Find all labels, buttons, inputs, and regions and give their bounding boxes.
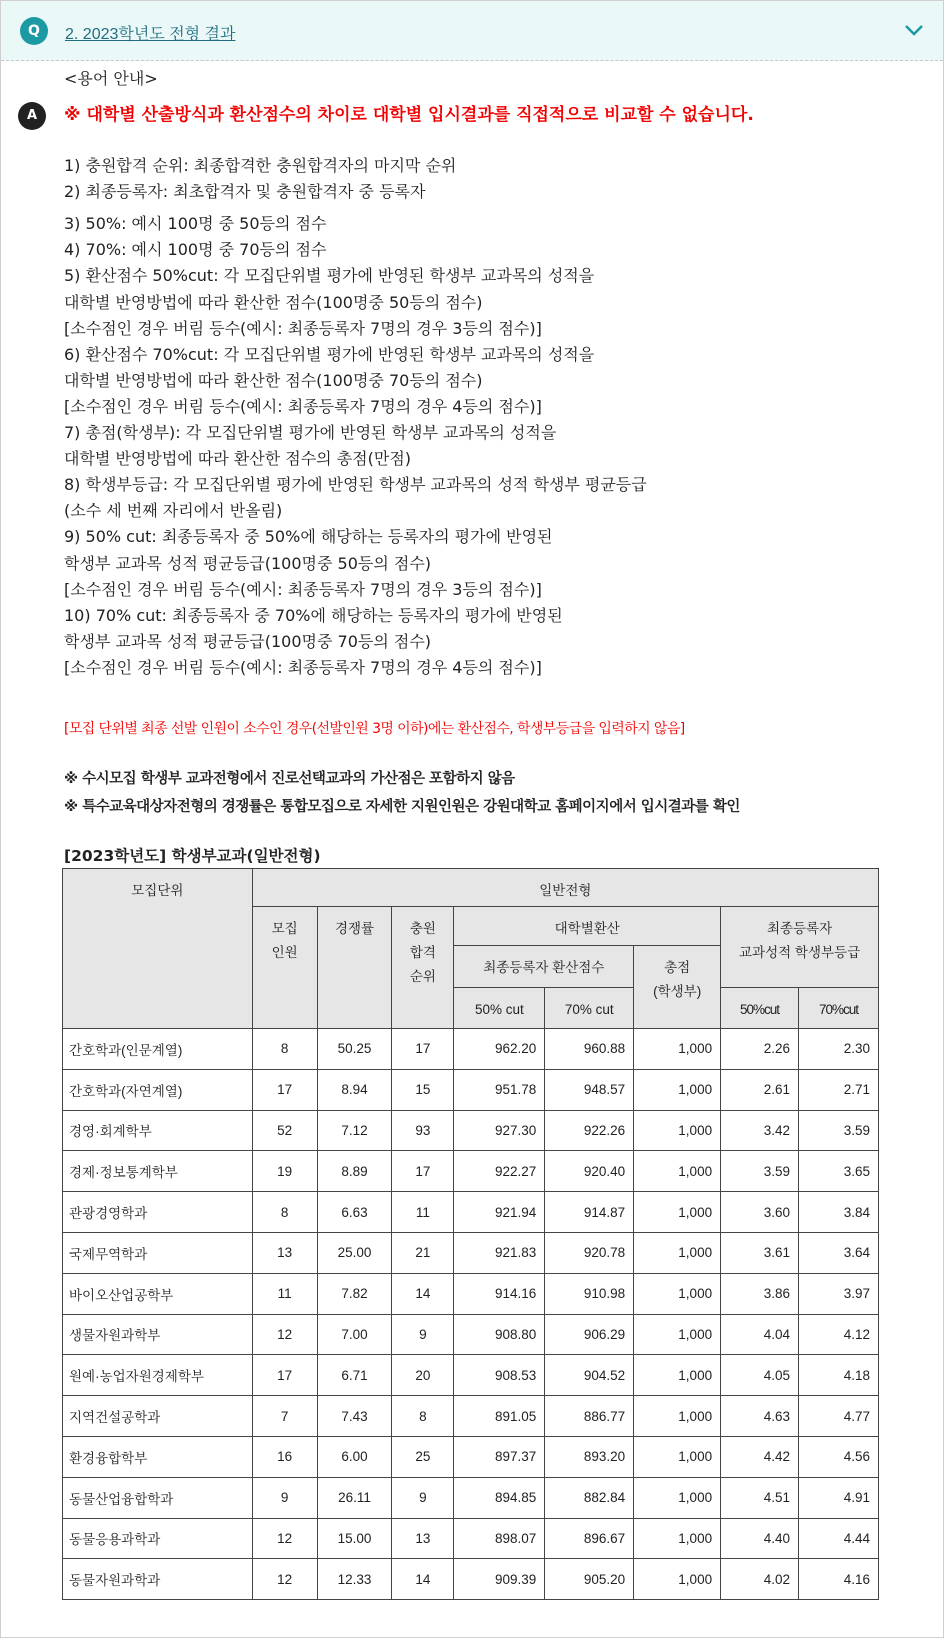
cell: 8.94 xyxy=(317,1069,392,1110)
cell: 3.65 xyxy=(799,1151,879,1192)
cell: 50.25 xyxy=(317,1029,392,1070)
cell: 52 xyxy=(252,1110,317,1151)
header-grade: 최종등록자 교과성적 학생부등급 xyxy=(721,907,879,988)
cell: 3.59 xyxy=(721,1151,799,1192)
header-c70: 70% cut xyxy=(545,988,634,1029)
header-total: 총점 (학생부) xyxy=(634,946,721,1029)
cell: 1,000 xyxy=(634,1192,721,1233)
cell: 1,000 xyxy=(634,1396,721,1437)
cell: 3.61 xyxy=(721,1232,799,1273)
cell: 960.88 xyxy=(545,1029,634,1070)
cell: 1,000 xyxy=(634,1518,721,1559)
header-g70: 70%cut xyxy=(799,988,879,1029)
cell: 16 xyxy=(252,1436,317,1477)
cell: 8 xyxy=(252,1192,317,1233)
cell: 9 xyxy=(392,1477,454,1518)
cell: 17 xyxy=(252,1355,317,1396)
cell: 21 xyxy=(392,1232,454,1273)
header-c50: 50% cut xyxy=(454,988,545,1029)
cell: 3.60 xyxy=(721,1192,799,1233)
cell: 909.39 xyxy=(454,1559,545,1600)
unit-name: 간호학과(자연계열) xyxy=(63,1069,253,1110)
unit-name: 동물자원과학과 xyxy=(63,1559,253,1600)
cell: 3.42 xyxy=(721,1110,799,1151)
header-quota: 모집 인원 xyxy=(252,907,317,1029)
table-row xyxy=(63,1314,879,1355)
cell: 15.00 xyxy=(317,1518,392,1559)
guide-line: [소수점인 경우 버림 등수(예시: 최종등록자 7명의 경우 3등의 점수)] xyxy=(64,318,542,338)
cell: 4.77 xyxy=(799,1396,879,1437)
cell: 9 xyxy=(392,1314,454,1355)
unit-name: 경영·회계학부 xyxy=(63,1110,253,1151)
guide-line: 대학별 반영방법에 따라 환산한 점수(100명중 50등의 점수) xyxy=(64,292,483,312)
guide-line: [소수점인 경우 버림 등수(예시: 최종등록자 7명의 경우 4등의 점수)] xyxy=(64,657,542,677)
unit-name: 바이오산업공학부 xyxy=(63,1273,253,1314)
cell: 1,000 xyxy=(634,1151,721,1192)
cell: 11 xyxy=(252,1273,317,1314)
cell: 908.80 xyxy=(454,1314,545,1355)
cell: 1,000 xyxy=(634,1559,721,1600)
guide-line: 학생부 교과목 성적 평균등급(100명중 70등의 점수) xyxy=(64,631,432,651)
unit-name: 경제·정보통계학부 xyxy=(63,1151,253,1192)
unit-name: 원예·농업자원경제학부 xyxy=(63,1355,253,1396)
cell: 951.78 xyxy=(454,1069,545,1110)
cell: 17 xyxy=(252,1069,317,1110)
unit-name: 관광경영학과 xyxy=(63,1192,253,1233)
guide-line: 4) 70%: 예시 100명 중 70등의 점수 xyxy=(64,240,327,260)
cell: 9 xyxy=(252,1477,317,1518)
cell: 12 xyxy=(252,1518,317,1559)
cell: 897.37 xyxy=(454,1436,545,1477)
cell: 93 xyxy=(392,1110,454,1151)
cell: 13 xyxy=(392,1518,454,1559)
unit-name: 생물자원과학부 xyxy=(63,1314,253,1355)
cell: 4.91 xyxy=(799,1477,879,1518)
cell: 3.97 xyxy=(799,1273,879,1314)
unit-name: 국제무역학과 xyxy=(63,1232,253,1273)
cell: 910.98 xyxy=(545,1273,634,1314)
header-unit: 모집단위 xyxy=(63,869,253,1029)
cell: 3.64 xyxy=(799,1232,879,1273)
cell: 6.63 xyxy=(317,1192,392,1233)
cell: 15 xyxy=(392,1069,454,1110)
table-row xyxy=(63,1355,879,1396)
guide-line: 1) 충원합격 순위: 최종합격한 충원합격자의 마지막 순위 xyxy=(64,156,457,175)
cell: 891.05 xyxy=(454,1396,545,1437)
cell: 921.94 xyxy=(454,1192,545,1233)
cell: 1,000 xyxy=(634,1029,721,1070)
results-table xyxy=(62,868,879,1600)
cell: 962.20 xyxy=(454,1029,545,1070)
cell: 914.16 xyxy=(454,1273,545,1314)
cell: 921.83 xyxy=(454,1232,545,1273)
cell: 14 xyxy=(392,1559,454,1600)
guide-line: 8) 학생부등급: 각 모집단위별 평가에 반영된 학생부 교과목의 성적 학생부 평균등급 xyxy=(64,475,647,495)
cell: 927.30 xyxy=(454,1110,545,1151)
table-row xyxy=(63,1192,879,1233)
guide-line: 대학별 반영방법에 따라 환산한 점수의 총점(만점) xyxy=(64,449,412,469)
warning-text: ※ 대학별 산출방식과 환산점수의 차이로 대학별 입시결과를 직접적으로 비교할 수 없습니다. xyxy=(64,105,754,125)
header-conv: 대학별환산 xyxy=(454,907,721,946)
cell: 2.61 xyxy=(721,1069,799,1110)
cell: 896.67 xyxy=(545,1518,634,1559)
red-note: [모집 단위별 최종 선발 인원이 소수인 경우(선발인원 3명 이하)에는 환산점수, 학생부등급을 입력하지 않음] xyxy=(64,721,685,737)
answer-badge: A xyxy=(18,102,46,130)
cell: 4.18 xyxy=(799,1355,879,1396)
cell: 1,000 xyxy=(634,1355,721,1396)
table-row xyxy=(63,1436,879,1477)
cell: 4.56 xyxy=(799,1436,879,1477)
guide-line: 학생부 교과목 성적 평균등급(100명중 50등의 점수) xyxy=(64,553,432,573)
cell: 3.84 xyxy=(799,1192,879,1233)
cell: 898.07 xyxy=(454,1518,545,1559)
guide-line: 6) 환산점수 70%cut: 각 모집단위별 평가에 반영된 학생부 교과목의 성적을 xyxy=(64,344,595,364)
cell: 4.63 xyxy=(721,1396,799,1437)
cell: 882.84 xyxy=(545,1477,634,1518)
unit-name: 간호학과(인문계열) xyxy=(63,1029,253,1070)
header-rate: 경쟁률 xyxy=(317,907,392,1029)
guide-line: 3) 50%: 예시 100명 중 50등의 점수 xyxy=(64,214,327,234)
table-caption: [2023학년도] 학생부교과(일반전형) xyxy=(64,847,321,865)
guide-line: [소수점인 경우 버림 등수(예시: 최종등록자 7명의 경우 4등의 점수)] xyxy=(64,396,542,416)
cell: 3.59 xyxy=(799,1110,879,1151)
cell: 920.78 xyxy=(545,1232,634,1273)
cell: 12.33 xyxy=(317,1559,392,1600)
cell: 12 xyxy=(252,1314,317,1355)
cell: 4.16 xyxy=(799,1559,879,1600)
cell: 1,000 xyxy=(634,1314,721,1355)
guide-line: 7) 총점(학생부): 각 모집단위별 평가에 반영된 학생부 교과목의 성적을 xyxy=(64,423,557,442)
cell: 4.51 xyxy=(721,1477,799,1518)
cell: 12 xyxy=(252,1559,317,1600)
guide-line: (소수 세 번째 자리에서 반올림) xyxy=(64,501,283,521)
table-row xyxy=(63,1151,879,1192)
cell: 920.40 xyxy=(545,1151,634,1192)
cell: 905.20 xyxy=(545,1559,634,1600)
chevron-down-icon[interactable] xyxy=(903,19,925,41)
cell: 25 xyxy=(392,1436,454,1477)
cell: 906.29 xyxy=(545,1314,634,1355)
header-general: 일반전형 xyxy=(252,869,878,907)
cell: 6.71 xyxy=(317,1355,392,1396)
question-header[interactable] xyxy=(1,1,943,61)
cell: 1,000 xyxy=(634,1110,721,1151)
cell: 4.42 xyxy=(721,1436,799,1477)
unit-name: 환경융합학부 xyxy=(63,1436,253,1477)
cell: 2.30 xyxy=(799,1029,879,1070)
cell: 922.27 xyxy=(454,1151,545,1192)
guide-title: <용어 안내> xyxy=(64,69,158,88)
guide-line: 10) 70% cut: 최종등록자 중 70%에 해당하는 등록자의 평가에 반영된 xyxy=(64,605,563,625)
unit-name: 동물응용과학과 xyxy=(63,1518,253,1559)
cell: 7.82 xyxy=(317,1273,392,1314)
cell: 3.86 xyxy=(721,1273,799,1314)
guide-line: 2) 최종등록자: 최초합격자 및 충원합격자 중 등록자 xyxy=(64,182,426,202)
cell: 6.00 xyxy=(317,1436,392,1477)
cell: 20 xyxy=(392,1355,454,1396)
note-2: ※ 특수교육대상자전형의 경쟁률은 통합모집으로 자세한 지원인원은 강원대학교 홈페이지에서 입시결과를 확인 xyxy=(64,799,740,815)
header-conv-score: 최종등록자 환산점수 xyxy=(454,946,634,988)
unit-name: 동물산업융합학과 xyxy=(63,1477,253,1518)
cell: 4.12 xyxy=(799,1314,879,1355)
cell: 2.26 xyxy=(721,1029,799,1070)
note-1: ※ 수시모집 학생부 교과전형에서 진로선택교과의 가산점은 포함하지 않음 xyxy=(64,771,515,787)
cell: 7.00 xyxy=(317,1314,392,1355)
table-row xyxy=(63,1396,879,1437)
table-row xyxy=(63,1232,879,1273)
cell: 894.85 xyxy=(454,1477,545,1518)
cell: 17 xyxy=(392,1151,454,1192)
cell: 8 xyxy=(252,1029,317,1070)
cell: 8.89 xyxy=(317,1151,392,1192)
unit-name: 지역건설공학과 xyxy=(63,1396,253,1437)
question-badge: Q xyxy=(20,17,48,45)
cell: 7 xyxy=(252,1396,317,1437)
cell: 4.04 xyxy=(721,1314,799,1355)
cell: 17 xyxy=(392,1029,454,1070)
table-row xyxy=(63,1273,879,1314)
cell: 19 xyxy=(252,1151,317,1192)
cell: 893.20 xyxy=(545,1436,634,1477)
cell: 948.57 xyxy=(545,1069,634,1110)
cell: 14 xyxy=(392,1273,454,1314)
cell: 1,000 xyxy=(634,1436,721,1477)
cell: 4.02 xyxy=(721,1559,799,1600)
cell: 8 xyxy=(392,1396,454,1437)
cell: 2.71 xyxy=(799,1069,879,1110)
guide-line: 대학별 반영방법에 따라 환산한 점수(100명중 70등의 점수) xyxy=(64,370,483,390)
cell: 886.77 xyxy=(545,1396,634,1437)
cell: 11 xyxy=(392,1192,454,1233)
guide-line: [소수점인 경우 버림 등수(예시: 최종등록자 7명의 경우 3등의 점수)] xyxy=(64,579,542,599)
cell: 1,000 xyxy=(634,1477,721,1518)
table-row xyxy=(63,1559,879,1600)
guide-line: 5) 환산점수 50%cut: 각 모집단위별 평가에 반영된 학생부 교과목의 성적을 xyxy=(64,266,595,286)
cell: 25.00 xyxy=(317,1232,392,1273)
cell: 4.05 xyxy=(721,1355,799,1396)
cell: 7.43 xyxy=(317,1396,392,1437)
cell: 26.11 xyxy=(317,1477,392,1518)
table-row xyxy=(63,1069,879,1110)
question-title-link[interactable]: 2. 2023학년도 전형 결과 xyxy=(65,26,236,43)
cell: 13 xyxy=(252,1232,317,1273)
cell: 904.52 xyxy=(545,1355,634,1396)
guide-line: 9) 50% cut: 최종등록자 중 50%에 해당하는 등록자의 평가에 반영된 xyxy=(64,527,553,547)
cell: 1,000 xyxy=(634,1273,721,1314)
cell: 7.12 xyxy=(317,1110,392,1151)
cell: 1,000 xyxy=(634,1069,721,1110)
table-row xyxy=(63,1518,879,1559)
cell: 1,000 xyxy=(634,1232,721,1273)
cell: 4.44 xyxy=(799,1518,879,1559)
table-row xyxy=(63,1477,879,1518)
cell: 908.53 xyxy=(454,1355,545,1396)
cell: 914.87 xyxy=(545,1192,634,1233)
table-row xyxy=(63,1110,879,1151)
header-g50: 50%cut xyxy=(721,988,799,1029)
table-row xyxy=(63,1029,879,1070)
cell: 922.26 xyxy=(545,1110,634,1151)
cell: 4.40 xyxy=(721,1518,799,1559)
header-rank: 충원 합격 순위 xyxy=(392,907,454,1029)
